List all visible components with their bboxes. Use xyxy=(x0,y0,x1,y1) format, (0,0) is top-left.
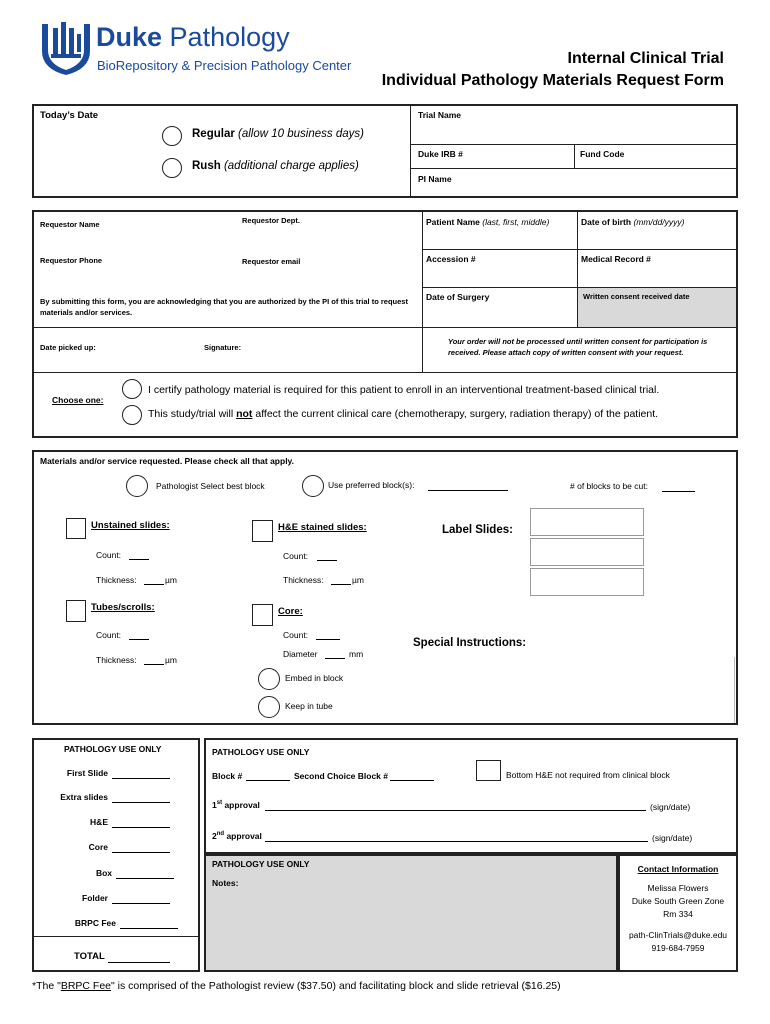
consent-notice: Your order will not be processed until written consent for participation is received. Please attach copy of written consent with your request. xyxy=(448,337,708,357)
fee-row-label: Box xyxy=(95,868,112,878)
medical-record-field[interactable]: Medical Record # xyxy=(581,254,651,264)
core-count-label: Count: xyxy=(283,630,309,640)
footer-pre: *The " xyxy=(32,980,61,992)
fee-row-label: First Slide xyxy=(66,768,108,778)
notes-label: Notes: xyxy=(212,878,239,888)
fee-row-line[interactable] xyxy=(120,928,178,929)
fees-heading: PATHOLOGY USE ONLY xyxy=(64,744,162,754)
footer-post: " is comprised of the Pathologist review ($37.50) and facilitating block and slide retrieval ($16.25) xyxy=(111,980,561,992)
tubes-scrolls-checkbox[interactable] xyxy=(66,600,86,622)
rush-option xyxy=(192,160,359,172)
footer-note xyxy=(32,980,561,992)
label-slides-box-1[interactable] xyxy=(530,508,644,536)
special-instructions-area[interactable] xyxy=(734,657,739,723)
approval-1-sign-date: (sign/date) xyxy=(650,802,691,812)
fund-code-field[interactable]: Fund Code xyxy=(580,149,625,159)
he-count-line[interactable] xyxy=(317,560,337,561)
rush-note: (additional charge applies) xyxy=(223,160,359,172)
block-no-label: Block # xyxy=(212,771,243,781)
regular-label: Regular xyxy=(192,128,235,140)
not-affect-option-text xyxy=(148,408,658,420)
approval-2-sign-date: (sign/date) xyxy=(652,833,693,843)
embed-in-block-radio[interactable] xyxy=(258,668,280,690)
label-slides-box-3[interactable] xyxy=(530,568,644,596)
accession-field[interactable]: Accession # xyxy=(426,254,476,264)
fee-row-line[interactable] xyxy=(112,903,170,904)
second-choice-line[interactable] xyxy=(390,780,434,781)
tubes-count-label: Count: xyxy=(96,630,122,640)
pathologist-select-label: Pathologist Select best block xyxy=(156,481,265,491)
todays-date-field[interactable]: Today’s Date xyxy=(40,110,99,121)
blocks-to-cut-label: # of blocks to be cut: xyxy=(570,481,648,491)
date-of-birth-note: (mm/dd/yyyy) xyxy=(633,217,685,227)
date-of-birth-label: Date of birth xyxy=(581,217,632,227)
regular-option xyxy=(192,128,364,140)
duke-irb-field[interactable]: Duke IRB # xyxy=(418,149,463,159)
date-picked-up-field[interactable]: Date picked up: xyxy=(40,343,96,352)
core-mm: mm xyxy=(349,649,364,659)
unstained-thickness-label: Thickness: xyxy=(96,575,137,585)
he-thickness-label: Thickness: xyxy=(283,575,324,585)
contact-location: Duke South Green Zone xyxy=(631,896,725,906)
rush-radio[interactable] xyxy=(162,158,182,178)
duke-shield-logo-icon xyxy=(40,20,92,76)
pathology-approval-section xyxy=(204,738,738,854)
not-affect-pre: This study/trial will xyxy=(148,408,237,420)
logo-dept: Pathology xyxy=(169,22,290,52)
contact-room: Rm 334 xyxy=(663,909,693,919)
fee-row-label: BRPC Fee xyxy=(74,918,116,928)
signature-field[interactable]: Signature: xyxy=(204,343,242,352)
he-micron: µm xyxy=(352,575,364,585)
core-diameter-line[interactable] xyxy=(325,658,345,659)
logo-title xyxy=(96,22,290,53)
fee-row-line[interactable] xyxy=(112,802,170,803)
total-label: TOTAL xyxy=(74,951,105,962)
core-checkbox[interactable] xyxy=(252,604,273,626)
notes-area[interactable] xyxy=(212,894,610,966)
requestor-dept-field[interactable]: Requestor Dept. xyxy=(242,216,300,225)
patient-name-note: (last, first, middle) xyxy=(482,217,550,227)
materials-section xyxy=(32,450,738,725)
contact-heading: Contact Information xyxy=(637,864,719,874)
second-choice-label: Second Choice Block # xyxy=(294,771,388,781)
preferred-block-line[interactable] xyxy=(428,490,508,491)
he-stained-slides-checkbox[interactable] xyxy=(252,520,273,542)
core-count-line[interactable] xyxy=(316,639,340,640)
special-instructions-heading: Special Instructions: xyxy=(413,637,527,649)
approval-2-line[interactable] xyxy=(265,841,648,842)
rush-label: Rush xyxy=(192,160,221,172)
tubes-micron: µm xyxy=(165,655,177,665)
requestor-patient-section xyxy=(32,210,738,438)
notes-heading: PATHOLOGY USE ONLY xyxy=(212,859,310,869)
date-of-surgery-field[interactable]: Date of Surgery xyxy=(426,292,490,302)
fee-row-line[interactable] xyxy=(112,852,170,853)
he-stained-slides-label: H&E stained slides: xyxy=(278,522,367,533)
trial-name-field[interactable]: Trial Name xyxy=(418,110,461,120)
not-affect-radio[interactable] xyxy=(122,405,142,425)
regular-radio[interactable] xyxy=(162,126,182,146)
tubes-scrolls-label: Tubes/scrolls: xyxy=(91,602,155,613)
core-diameter-label: Diameter xyxy=(283,649,318,659)
fee-row-line[interactable] xyxy=(112,827,170,828)
bottom-he-label: Bottom H&E not required from clinical block xyxy=(506,770,670,780)
materials-heading: Materials and/or service requested. Please check all that apply. xyxy=(40,456,295,466)
tubes-thickness-label: Thickness: xyxy=(96,655,137,665)
embed-in-block-label: Embed in block xyxy=(285,673,344,683)
fee-row-label: Folder xyxy=(82,893,108,903)
fee-row-label: Core xyxy=(88,842,108,852)
form-title-line1: Internal Clinical Trial xyxy=(567,50,724,67)
approval-1-sup: st xyxy=(216,800,223,807)
pathologist-select-radio[interactable] xyxy=(126,475,148,497)
contact-section xyxy=(618,854,738,972)
contact-phone: 919-684-7959 xyxy=(651,943,705,953)
approval-1-line[interactable] xyxy=(265,810,646,811)
certify-radio[interactable] xyxy=(122,379,142,399)
trial-section xyxy=(32,104,738,198)
fee-row-label: Extra slides xyxy=(60,792,108,802)
patient-name-label: Patient Name xyxy=(426,217,480,227)
contact-email[interactable]: path-ClinTrials@duke.edu xyxy=(628,930,728,940)
approval-2-sup: nd xyxy=(216,831,225,838)
contact-name: Melissa Flowers xyxy=(647,883,709,893)
unstained-micron: µm xyxy=(165,575,177,585)
label-slides-box-2[interactable] xyxy=(530,538,644,566)
he-count-label: Count: xyxy=(283,551,309,561)
logo-subtitle: BioRepository & Precision Pathology Center xyxy=(97,58,352,73)
not-affect-post: affect the current clinical care (chemotherapy, surgery, radiation therapy) of the patient. xyxy=(252,408,659,420)
label-slides-heading: Label Slides: xyxy=(442,524,513,536)
block-no-line[interactable] xyxy=(246,780,290,781)
use-preferred-radio[interactable] xyxy=(302,475,324,497)
requestor-phone-field[interactable]: Requestor Phone xyxy=(40,256,103,265)
choose-one-label: Choose one: xyxy=(52,395,104,405)
he-thickness-line[interactable] xyxy=(331,584,351,585)
certify-option-text: I certify pathology material is required for this patient to enroll in an interventional treatment-based clinical trial. xyxy=(148,384,660,396)
fee-row-label: H&E xyxy=(90,817,108,827)
not-affect-bold: not xyxy=(236,408,253,420)
blocks-to-cut-line[interactable] xyxy=(662,491,695,492)
bottom-he-checkbox[interactable] xyxy=(476,760,501,781)
unstained-count-label: Count: xyxy=(96,550,122,560)
requestor-email-field[interactable]: Requestor email xyxy=(242,257,301,266)
approval-2-word: approval xyxy=(226,831,262,841)
approval-2-label xyxy=(212,831,262,841)
date-of-birth-field[interactable] xyxy=(581,217,684,227)
unstained-count-line[interactable] xyxy=(129,559,149,560)
form-title-line2: Individual Pathology Materials Request Form xyxy=(381,72,724,89)
unstained-slides-label: Unstained slides: xyxy=(91,520,170,531)
acknowledgement-text: By submitting this form, you are acknowledging that you are authorized by the PI of this trial to request materials and/or services. xyxy=(40,297,408,317)
pathology-notes-section xyxy=(204,854,618,972)
patient-name-field[interactable] xyxy=(426,217,549,227)
logo-brand: Duke xyxy=(96,22,163,52)
use-preferred-label: Use preferred block(s): xyxy=(328,480,415,490)
unstained-thickness-line[interactable] xyxy=(144,584,164,585)
tubes-thickness-line[interactable] xyxy=(144,664,164,665)
requestor-name-field[interactable]: Requestor Name xyxy=(40,220,100,229)
footer-link: BRPC Fee xyxy=(60,980,112,992)
fee-row-line[interactable] xyxy=(112,778,170,779)
tubes-count-line[interactable] xyxy=(129,639,149,640)
unstained-slides-checkbox[interactable] xyxy=(66,518,86,539)
core-label: Core: xyxy=(278,606,303,617)
written-consent-label: Written consent received date xyxy=(583,292,690,301)
keep-in-tube-label: Keep in tube xyxy=(285,701,333,711)
total-line[interactable] xyxy=(108,962,170,963)
fee-row-line[interactable] xyxy=(116,878,174,879)
written-consent-field[interactable] xyxy=(578,288,736,327)
approval-heading: PATHOLOGY USE ONLY xyxy=(212,747,310,757)
approval-1-word: approval xyxy=(224,800,260,810)
approval-1-num: 1 xyxy=(212,800,217,810)
keep-in-tube-radio[interactable] xyxy=(258,696,280,718)
pathology-fees-section xyxy=(32,738,200,972)
approval-2-num: 2 xyxy=(212,831,217,841)
pi-name-field[interactable]: PI Name xyxy=(418,174,452,184)
regular-note: (allow 10 business days) xyxy=(238,128,364,140)
approval-1-label xyxy=(212,800,260,810)
